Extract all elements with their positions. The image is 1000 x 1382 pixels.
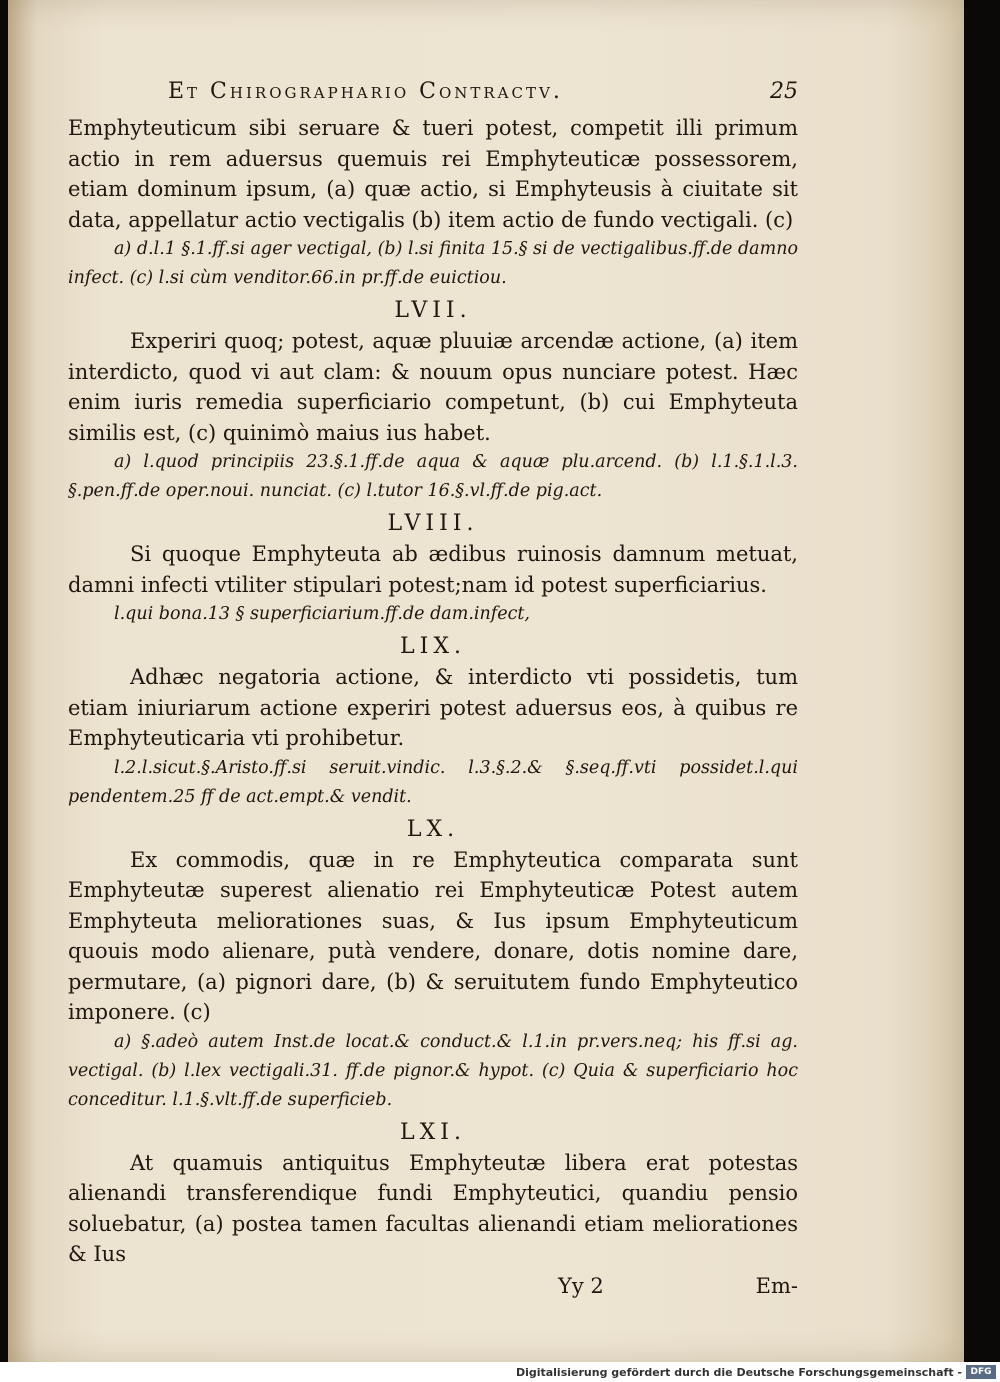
section-heading-lix: LIX. (400, 634, 466, 659)
paragraph-continuation: Emphyteuticum sibi seruare & tueri potest, competit illi primum actio in rem aduersus quemuis rei Emphyteuticæ possessorem, etiam dominum ipsum, (a) quæ actio, si Emphyteusis à ciuitate sit data, appellatur actio vectigalis (b) item actio de fundo vectigali. (c) (68, 116, 798, 232)
running-title: Et Chirographario Contractv. (168, 79, 563, 104)
book-page (8, 0, 964, 1362)
paragraph: Si quoque Emphyteuta ab ædibus ruinosis damnum metuat, damni infecti vtiliter stipulari potest;nam id potest superficiarius. (68, 542, 798, 597)
page-number: 25 (770, 79, 798, 104)
paragraph: Ex commodis, quæ in re Emphyteutica comparata sunt Emphyteutæ superest alienatio rei Emphyteuticæ Potest autem Emphyteuta meliorationes suas, & Ius ipsum Emphyteuticum quouis modo alienare, putà vendere, donare, dotis nomine dare, permutare, (a) pignori dare, (b) & seruitutem fundo Emphyteutico imponere. (c) (68, 847, 798, 1024)
signature-mark: Yy 2 (558, 1273, 604, 1298)
catchline (68, 1272, 798, 1302)
footnote: a) d.l.1 §.1.ff.si ager vectigal, (b) l.si finita 15.§ si de vectigalibus.ff.de damno infect. (c) l.si cùm venditor.66.in pr.ff.de euictiou. (68, 239, 798, 288)
paragraph: Adhæc negatoria actione, & interdicto vti possidetis, tum etiam iniuriarum actione experiri potest aduersus eos, à quibus re Emphyteuticaria vti prohibetur. (68, 665, 798, 750)
dfg-logo: DFG (966, 1365, 996, 1379)
section-heading-lviii: LVIII. (387, 511, 479, 536)
page-text (68, 75, 798, 1302)
footnote: a) l.quod principiis 23.§.1.ff.de aqua & aquæ plu.arcend. (b) l.1.§.1.l.3. §.pen.ff.de oper.noui. nunciat. (c) l.tutor 16.§.vl.ff.de pig.act. (68, 452, 798, 501)
section-heading-lx: LX. (406, 816, 460, 842)
footnote: a) §.adeò autem Inst.de locat.& conduct.& l.1.in pr.vers.neq; his ff.si ag. vectigal. (b) l.lex vectigali.31. ff.de pignor.& hypot. (c) Quia & superficiario hoc conceditur. l.1.§.vlt.ff.de superficieb. (68, 1031, 798, 1110)
funding-credit: Digitalisierung gefördert durch die Deutsche Forschungsgemeinschaft - (515, 1366, 962, 1379)
section-heading-lvii: LVII. (394, 298, 472, 323)
paragraph: At quamuis antiquitus Emphyteutæ libera erat potestas alienandi transferendique fundi Emphyteutici, quandiu pensio soluebatur, (a) postea tamen facultas alienandi etiam meliorationes & Ius (68, 1150, 798, 1266)
running-header (68, 75, 798, 113)
catchword: Em- (755, 1273, 798, 1298)
paragraph: Experiri quoq; potest, aquæ pluuiæ arcendæ actione, (a) item interdicto, quod vi aut clam: & nouum opus nunciare potest. Hæc enim iuris remedia superficiario competunt, (b) cui Emphyteuta similis est, (c) quinimò maius ius habet. (68, 329, 798, 445)
digitization-footer (0, 1362, 1000, 1382)
footnote: l.2.l.sicut.§.Aristo.ff.si seruit.vindic. l.3.§.2.& §.seq.ff.vti possidet.l.qui pendentem.25 ff de act.empt.& vendit. (68, 757, 798, 807)
section-heading-lxi: LXI. (400, 1119, 466, 1145)
footnote: l.qui bona.13 § superficiarium.ff.de dam.infect, (114, 604, 530, 624)
